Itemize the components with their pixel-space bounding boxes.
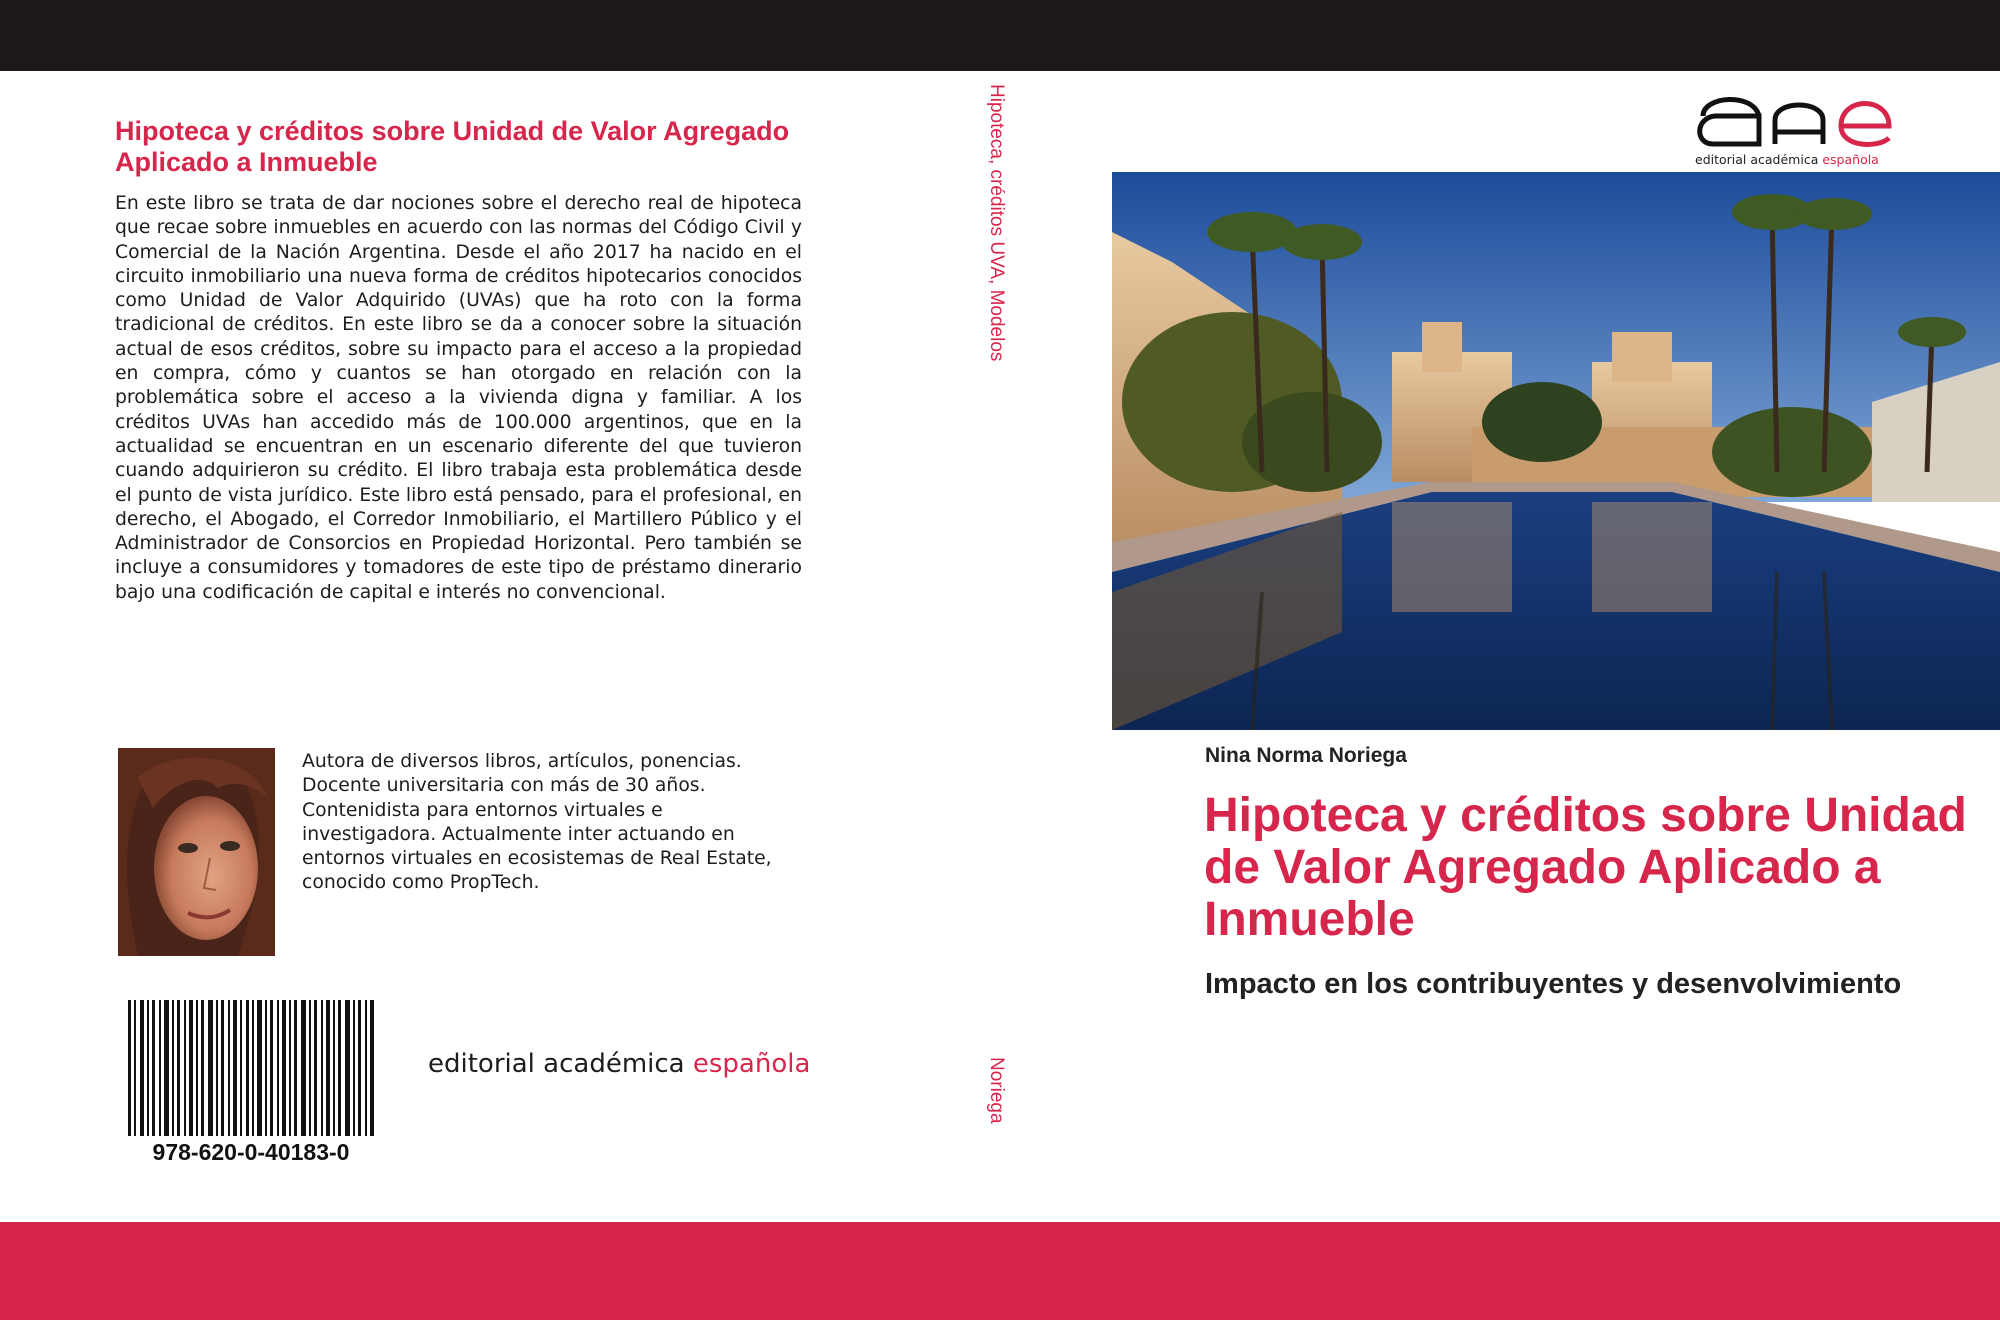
- spine-title: Hipoteca, créditos UVA, Modelos: [986, 84, 1007, 362]
- isbn: 978-620-0-40183-0: [152, 1139, 350, 1165]
- spine-author: Noriega: [986, 1057, 1007, 1124]
- top-bar: [0, 0, 2000, 71]
- author-bio: Autora de diversos libros, artículos, ponencias. Docente universitaria con más de 30 años. Contenidista para entornos virtuales e investigadora. Actualmente inter actuando en entornos virtuales en ecosistemas de Real Estate, conocido como PropTech.: [302, 751, 772, 894]
- front-subtitle: Impacto en los contribuyentes y desenvolvimiento: [1205, 968, 1902, 1000]
- back-publisher-main: editorial académica: [428, 1049, 693, 1079]
- front-title: Hipoteca y créditos sobre Unidad de Valor Agregado Aplicado a Inmueble: [1204, 789, 1967, 946]
- front-author: Nina Norma Noriega: [1205, 744, 1407, 767]
- back-cover-title: Hipoteca y créditos sobre Unidad de Valor Agregado Aplicado a Inmueble: [115, 116, 790, 177]
- cover-photo: [1112, 172, 2000, 730]
- logo-text: [1695, 152, 1879, 167]
- barcode: [126, 1000, 376, 1136]
- back-publisher-accent: española: [692, 1049, 811, 1079]
- back-cover-blurb: En este libro se trata de dar nociones sobre el derecho real de hipoteca que recae sobre inmuebles en acuerdo con las normas del Código Civil y Comercial de la Nación Argentina. Desde el año 2017 ha nacido en el circuito inmobiliario una nueva forma de créditos hipotecarios conocidos como Unidad de Valor Adquirido (UVAs) que ha roto con la forma tradicional de créditos. En este libro se da a conocer sobre la situación actual de esos créditos, sobre su impacto para el acceso a la propiedad en compra, cómo y cuantos se han otorgado en relación con la problemática sobre el acceso a la vivienda digna y familiar. A los créditos UVAs han accedido más de 100.000 argentinos, que en la actualidad se encuentran en un escenario diferente del que tuvieron cuando adquirieron su crédito. El libro trabaja esta problemática desde el punto de vista jurídico. Este libro está pensado, para el profesional, en derecho, el Abogado, el Corredor Inmobiliario, el Martillero Público y el Administrador de Consorcios en Propiedad Horizontal. Pero también se incluye a consumidores y tomadores de este tipo de préstamo dinerario bajo una codificación de capital e interés no convencional.: [115, 193, 802, 603]
- author-photo: [118, 748, 275, 956]
- back-publisher: [428, 1049, 811, 1079]
- logo-text-accent: española: [1822, 152, 1879, 167]
- logo-text-main: editorial académica: [1695, 152, 1823, 167]
- publisher-logo: [1693, 86, 1893, 170]
- bottom-bar: [0, 1222, 2000, 1320]
